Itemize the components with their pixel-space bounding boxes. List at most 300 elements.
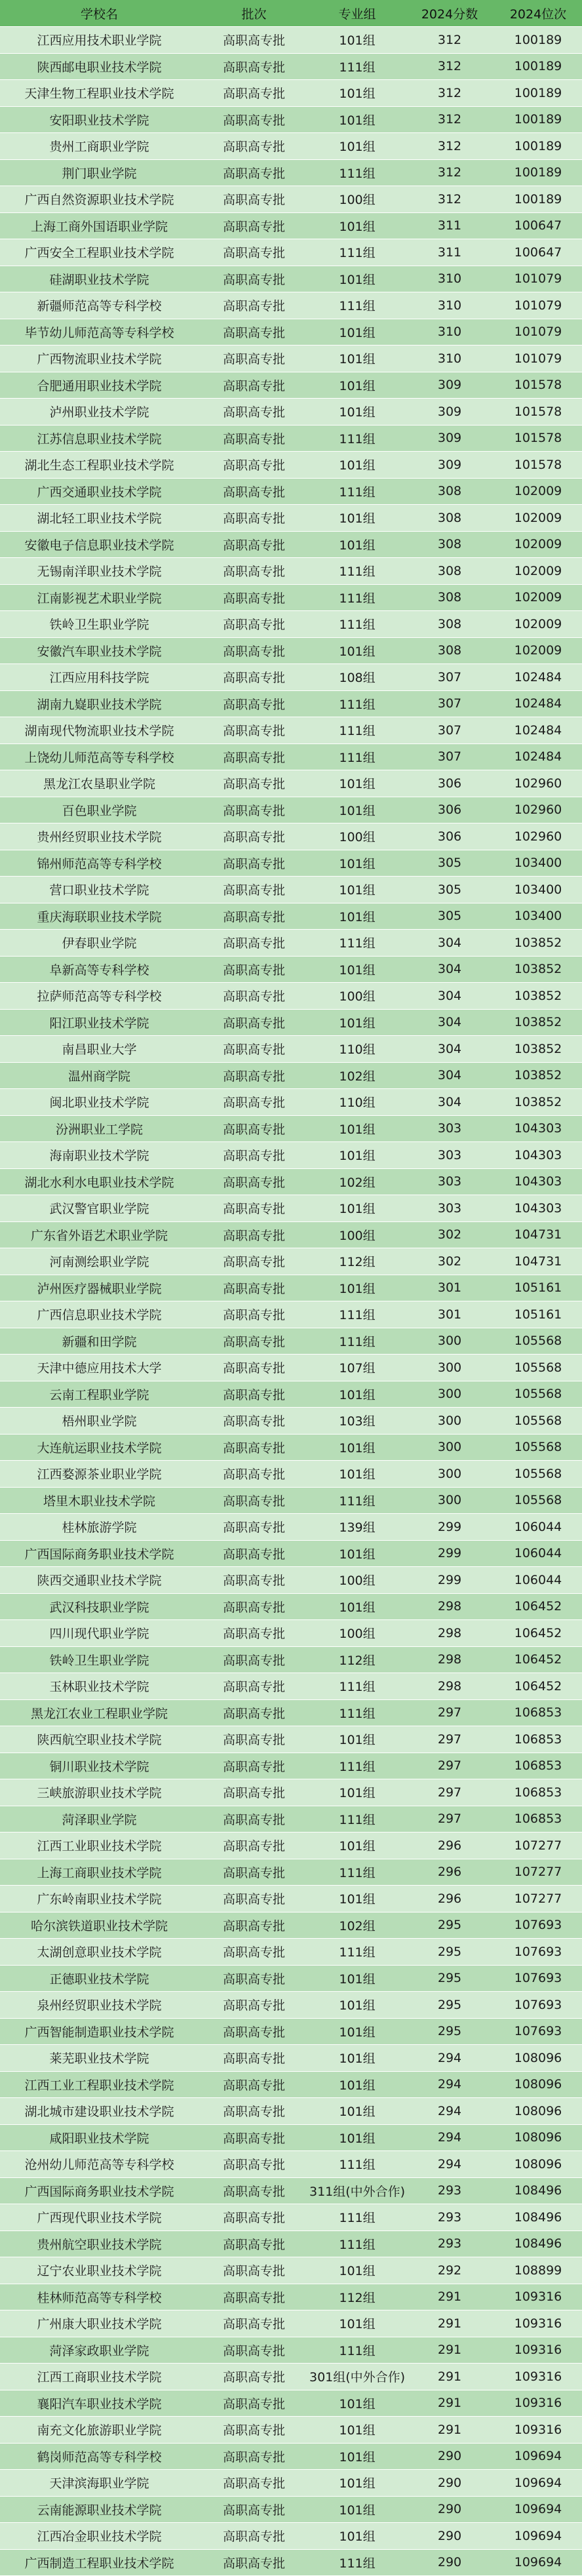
cell-batch: 高职高专批 <box>199 664 309 691</box>
table-row <box>0 2337 582 2364</box>
cell-rank: 100189 <box>494 133 582 160</box>
header-school-name: 学校名 <box>0 0 199 27</box>
cell-major-group: 111组 <box>309 425 405 452</box>
cell-major-group: 112组 <box>309 1248 405 1275</box>
cell-rank: 109316 <box>494 2310 582 2337</box>
table-row <box>0 53 582 80</box>
cell-rank: 102960 <box>494 797 582 823</box>
cell-score: 310 <box>405 319 494 346</box>
cell-batch: 高职高专批 <box>199 1328 309 1355</box>
cell-major-group: 101组 <box>309 2257 405 2284</box>
cell-rank: 100189 <box>494 106 582 133</box>
cell-major-group: 111组 <box>309 239 405 266</box>
cell-school-name: 广西信息职业技术学院 <box>0 1301 199 1328</box>
cell-score: 297 <box>405 1779 494 1806</box>
cell-batch: 高职高专批 <box>199 2204 309 2231</box>
cell-batch: 高职高专批 <box>199 1142 309 1169</box>
cell-score: 310 <box>405 292 494 319</box>
cell-school-name: 铁岭卫生职业学院 <box>0 1646 199 1673</box>
cell-batch: 高职高专批 <box>199 1726 309 1753</box>
cell-score: 290 <box>405 2523 494 2550</box>
cell-major-group: 110组 <box>309 1089 405 1116</box>
cell-rank: 105568 <box>494 1487 582 1514</box>
cell-score: 298 <box>405 1646 494 1673</box>
cell-rank: 103852 <box>494 956 582 983</box>
cell-major-group: 111组 <box>309 1673 405 1700</box>
cell-batch: 高职高专批 <box>199 505 309 532</box>
table-row <box>0 797 582 823</box>
cell-score: 302 <box>405 1248 494 1275</box>
cell-score: 308 <box>405 478 494 505</box>
cell-batch: 高职高专批 <box>199 186 309 213</box>
cell-rank: 107693 <box>494 1939 582 1966</box>
cell-rank: 102009 <box>494 637 582 664</box>
cell-rank: 104303 <box>494 1168 582 1195</box>
cell-school-name: 云南能源职业技术学院 <box>0 2496 199 2523</box>
cell-batch: 高职高专批 <box>199 1753 309 1779</box>
cell-batch: 高职高专批 <box>199 743 309 770</box>
cell-score: 297 <box>405 1753 494 1779</box>
cell-major-group: 111组 <box>309 2151 405 2178</box>
cell-batch: 高职高专批 <box>199 1833 309 1859</box>
cell-rank: 108096 <box>494 2124 582 2151</box>
cell-batch: 高职高专批 <box>199 983 309 1010</box>
cell-school-name: 广东省外语艺术职业学院 <box>0 1221 199 1248</box>
cell-score: 305 <box>405 903 494 930</box>
cell-batch: 高职高专批 <box>199 1567 309 1594</box>
cell-rank: 107693 <box>494 1912 582 1939</box>
cell-rank: 100647 <box>494 239 582 266</box>
cell-batch: 高职高专批 <box>199 452 309 479</box>
cell-rank: 106853 <box>494 1779 582 1806</box>
table-row <box>0 1620 582 1647</box>
cell-score: 300 <box>405 1487 494 1514</box>
cell-major-group: 101组 <box>309 1726 405 1753</box>
cell-school-name: 安阳职业技术学院 <box>0 106 199 133</box>
cell-school-name: 新疆师范高等专科学校 <box>0 292 199 319</box>
cell-rank: 108096 <box>494 2151 582 2178</box>
cell-score: 306 <box>405 770 494 797</box>
cell-score: 309 <box>405 372 494 399</box>
table-row <box>0 2124 582 2151</box>
cell-major-group: 301组(中外合作) <box>309 2364 405 2390</box>
cell-school-name: 江南影视艺术职业学院 <box>0 584 199 611</box>
cell-school-name: 广西现代职业技术学院 <box>0 2204 199 2231</box>
cell-major-group: 111组 <box>309 1859 405 1886</box>
cell-rank: 107693 <box>494 2018 582 2045</box>
table-row <box>0 80 582 107</box>
cell-major-group: 311组(中外合作) <box>309 2177 405 2204</box>
cell-rank: 104303 <box>494 1115 582 1142</box>
cell-major-group: 101组 <box>309 1142 405 1169</box>
cell-major-group: 101组 <box>309 2045 405 2072</box>
cell-school-name: 上海工商外国语职业学院 <box>0 212 199 239</box>
cell-major-group: 101组 <box>309 1115 405 1142</box>
table-row <box>0 1408 582 1435</box>
cell-major-group: 111组 <box>309 2549 405 2576</box>
table-row <box>0 1089 582 1116</box>
cell-school-name: 辽宁农业职业技术学院 <box>0 2257 199 2284</box>
cell-rank: 103400 <box>494 903 582 930</box>
cell-rank: 102009 <box>494 558 582 585</box>
cell-school-name: 广东岭南职业技术学院 <box>0 1886 199 1912</box>
cell-rank: 103852 <box>494 983 582 1010</box>
table-row <box>0 1275 582 1301</box>
cell-major-group: 111组 <box>309 1939 405 1966</box>
cell-batch: 高职高专批 <box>199 531 309 558</box>
cell-score: 293 <box>405 2177 494 2204</box>
cell-rank: 102009 <box>494 531 582 558</box>
cell-batch: 高职高专批 <box>199 1036 309 1063</box>
table-row <box>0 1248 582 1275</box>
cell-score: 300 <box>405 1381 494 1408</box>
cell-score: 309 <box>405 399 494 426</box>
cell-major-group: 101组 <box>309 850 405 877</box>
cell-batch: 高职高专批 <box>199 1434 309 1461</box>
table-row <box>0 1992 582 2019</box>
cell-batch: 高职高专批 <box>199 850 309 877</box>
cell-score: 301 <box>405 1301 494 1328</box>
cell-batch: 高职高专批 <box>199 2523 309 2550</box>
cell-rank: 100189 <box>494 53 582 80</box>
cell-rank: 105568 <box>494 1461 582 1488</box>
cell-score: 294 <box>405 2071 494 2098</box>
cell-score: 312 <box>405 106 494 133</box>
header-row <box>0 0 582 27</box>
cell-major-group: 111组 <box>309 478 405 505</box>
cell-batch: 高职高专批 <box>199 1408 309 1435</box>
table-row <box>0 2257 582 2284</box>
cell-major-group: 101组 <box>309 2098 405 2125</box>
cell-major-group: 111组 <box>309 1328 405 1355</box>
table-row <box>0 2284 582 2310</box>
cell-score: 306 <box>405 797 494 823</box>
cell-major-group: 101组 <box>309 1009 405 1036</box>
cell-batch: 高职高专批 <box>199 319 309 346</box>
cell-rank: 102484 <box>494 664 582 691</box>
cell-batch: 高职高专批 <box>199 27 309 54</box>
cell-rank: 107693 <box>494 1992 582 2019</box>
cell-batch: 高职高专批 <box>199 1195 309 1222</box>
cell-score: 293 <box>405 2204 494 2231</box>
cell-rank: 104731 <box>494 1221 582 1248</box>
cell-school-name: 塔里木职业技术学院 <box>0 1487 199 1514</box>
cell-major-group: 111组 <box>309 584 405 611</box>
cell-school-name: 安徽汽车职业技术学院 <box>0 637 199 664</box>
cell-school-name: 荆门职业学院 <box>0 159 199 186</box>
table-row <box>0 478 582 505</box>
table-row <box>0 2496 582 2523</box>
cell-rank: 103852 <box>494 1036 582 1063</box>
cell-score: 296 <box>405 1886 494 1912</box>
cell-rank: 100189 <box>494 27 582 54</box>
cell-school-name: 天津滨海职业学院 <box>0 2470 199 2497</box>
cell-score: 290 <box>405 2549 494 2576</box>
cell-school-name: 广西国际商务职业技术学院 <box>0 2177 199 2204</box>
cell-school-name: 广西智能制造职业技术学院 <box>0 2018 199 2045</box>
cell-major-group: 101组 <box>309 1992 405 2019</box>
table-row <box>0 2177 582 2204</box>
cell-school-name: 江苏信息职业技术学院 <box>0 425 199 452</box>
cell-major-group: 101组 <box>309 797 405 823</box>
cell-school-name: 铁岭卫生职业学院 <box>0 611 199 638</box>
cell-major-group: 111组 <box>309 717 405 744</box>
table-row <box>0 319 582 346</box>
cell-major-group: 101组 <box>309 1434 405 1461</box>
cell-school-name: 广西安全工程职业技术学院 <box>0 239 199 266</box>
cell-school-name: 南昌职业大学 <box>0 1036 199 1063</box>
cell-score: 303 <box>405 1115 494 1142</box>
cell-batch: 高职高专批 <box>199 1062 309 1089</box>
table-row <box>0 1381 582 1408</box>
cell-school-name: 玉林职业技术学院 <box>0 1673 199 1700</box>
header-rank-2024: 2024位次 <box>494 0 582 27</box>
cell-school-name: 广西国际商务职业技术学院 <box>0 1540 199 1567</box>
cell-batch: 高职高专批 <box>199 1514 309 1541</box>
cell-batch: 高职高专批 <box>199 1939 309 1966</box>
cell-score: 308 <box>405 611 494 638</box>
cell-batch: 高职高专批 <box>199 1089 309 1116</box>
cell-rank: 109316 <box>494 2337 582 2364</box>
cell-batch: 高职高专批 <box>199 1248 309 1275</box>
table-row <box>0 27 582 54</box>
cell-major-group: 101组 <box>309 133 405 160</box>
cell-score: 309 <box>405 452 494 479</box>
cell-batch: 高职高专批 <box>199 425 309 452</box>
cell-rank: 109694 <box>494 2496 582 2523</box>
table-row <box>0 983 582 1010</box>
cell-rank: 108496 <box>494 2177 582 2204</box>
cell-rank: 100189 <box>494 186 582 213</box>
table-row <box>0 2470 582 2497</box>
cell-rank: 105568 <box>494 1328 582 1355</box>
table-row <box>0 505 582 532</box>
cell-rank: 102009 <box>494 478 582 505</box>
cell-school-name: 湖北轻工职业技术学院 <box>0 505 199 532</box>
cell-school-name: 贵州经贸职业技术学院 <box>0 823 199 850</box>
table-row <box>0 1434 582 1461</box>
cell-rank: 101578 <box>494 399 582 426</box>
cell-rank: 103400 <box>494 850 582 877</box>
cell-school-name: 咸阳职业技术学院 <box>0 2124 199 2151</box>
cell-major-group: 101组 <box>309 2124 405 2151</box>
cell-batch: 高职高专批 <box>199 2177 309 2204</box>
cell-batch: 高职高专批 <box>199 2071 309 2098</box>
cell-batch: 高职高专批 <box>199 53 309 80</box>
cell-score: 310 <box>405 346 494 372</box>
cell-rank: 105568 <box>494 1381 582 1408</box>
header-score-2024: 2024分数 <box>405 0 494 27</box>
table-row <box>0 584 582 611</box>
cell-score: 307 <box>405 664 494 691</box>
cell-batch: 高职高专批 <box>199 2045 309 2072</box>
cell-major-group: 101组 <box>309 505 405 532</box>
table-row <box>0 372 582 399</box>
cell-major-group: 111组 <box>309 53 405 80</box>
cell-school-name: 鹤岗师范高等专科学校 <box>0 2443 199 2470</box>
cell-major-group: 101组 <box>309 1540 405 1567</box>
cell-score: 311 <box>405 212 494 239</box>
cell-score: 291 <box>405 2310 494 2337</box>
cell-school-name: 沧州幼儿师范高等专科学校 <box>0 2151 199 2178</box>
cell-rank: 106452 <box>494 1673 582 1700</box>
cell-major-group: 100组 <box>309 186 405 213</box>
cell-rank: 109694 <box>494 2443 582 2470</box>
cell-rank: 108496 <box>494 2204 582 2231</box>
table-row <box>0 1540 582 1567</box>
cell-school-name: 江西应用技术职业学院 <box>0 27 199 54</box>
table-row <box>0 1009 582 1036</box>
cell-major-group: 101组 <box>309 956 405 983</box>
cell-rank: 105568 <box>494 1434 582 1461</box>
table-row <box>0 690 582 717</box>
table-row <box>0 1221 582 1248</box>
cell-score: 299 <box>405 1540 494 1567</box>
cell-school-name: 哈尔滨铁道职业技术学院 <box>0 1912 199 1939</box>
table-row <box>0 452 582 479</box>
cell-score: 298 <box>405 1593 494 1620</box>
cell-major-group: 101组 <box>309 2390 405 2417</box>
cell-rank: 103852 <box>494 1062 582 1089</box>
table-row <box>0 717 582 744</box>
table-row <box>0 346 582 372</box>
cell-school-name: 陕西航空职业技术学院 <box>0 1726 199 1753</box>
cell-rank: 106853 <box>494 1699 582 1726</box>
cell-school-name: 陕西交通职业技术学院 <box>0 1567 199 1594</box>
cell-batch: 高职高专批 <box>199 1992 309 2019</box>
cell-rank: 102484 <box>494 690 582 717</box>
cell-batch: 高职高专批 <box>199 1673 309 1700</box>
cell-batch: 高职高专批 <box>199 690 309 717</box>
cell-score: 305 <box>405 877 494 903</box>
table-row <box>0 1567 582 1594</box>
cell-major-group: 101组 <box>309 27 405 54</box>
cell-school-name: 菏泽家政职业学院 <box>0 2337 199 2364</box>
cell-school-name: 襄阳汽车职业技术学院 <box>0 2390 199 2417</box>
table-row <box>0 399 582 426</box>
table-row <box>0 2390 582 2417</box>
cell-major-group: 101组 <box>309 346 405 372</box>
cell-score: 294 <box>405 2045 494 2072</box>
cell-major-group: 111组 <box>309 1806 405 1833</box>
cell-school-name: 江西工业职业技术学院 <box>0 1833 199 1859</box>
cell-score: 312 <box>405 53 494 80</box>
cell-rank: 101079 <box>494 319 582 346</box>
cell-school-name: 正德职业技术学院 <box>0 1965 199 1992</box>
cell-batch: 高职高专批 <box>199 133 309 160</box>
cell-major-group: 112组 <box>309 2284 405 2310</box>
cell-major-group: 101组 <box>309 1461 405 1488</box>
table-row <box>0 743 582 770</box>
cell-school-name: 湖北城市建设职业技术学院 <box>0 2098 199 2125</box>
cell-score: 310 <box>405 266 494 292</box>
table-row <box>0 2098 582 2125</box>
cell-major-group: 111组 <box>309 930 405 957</box>
cell-score: 305 <box>405 850 494 877</box>
cell-score: 297 <box>405 1699 494 1726</box>
table-row <box>0 1195 582 1222</box>
cell-batch: 高职高专批 <box>199 2390 309 2417</box>
cell-major-group: 101组 <box>309 903 405 930</box>
cell-rank: 101079 <box>494 266 582 292</box>
cell-school-name: 合肥通用职业技术学院 <box>0 372 199 399</box>
cell-score: 307 <box>405 717 494 744</box>
cell-score: 296 <box>405 1859 494 1886</box>
cell-major-group: 101组 <box>309 452 405 479</box>
cell-school-name: 温州商学院 <box>0 1062 199 1089</box>
table-body <box>0 27 582 2576</box>
cell-batch: 高职高专批 <box>199 2364 309 2390</box>
cell-rank: 107277 <box>494 1859 582 1886</box>
table-row <box>0 159 582 186</box>
cell-score: 312 <box>405 133 494 160</box>
table-row <box>0 1833 582 1859</box>
cell-score: 295 <box>405 1965 494 1992</box>
cell-batch: 高职高专批 <box>199 1461 309 1488</box>
cell-school-name: 贵州航空职业技术学院 <box>0 2230 199 2257</box>
cell-major-group: 101组 <box>309 2523 405 2550</box>
cell-batch: 高职高专批 <box>199 956 309 983</box>
cell-score: 294 <box>405 2098 494 2125</box>
cell-batch: 高职高专批 <box>199 1540 309 1567</box>
cell-major-group: 102组 <box>309 1912 405 1939</box>
cell-batch: 高职高专批 <box>199 1009 309 1036</box>
cell-rank: 108096 <box>494 2045 582 2072</box>
cell-score: 304 <box>405 1062 494 1089</box>
cell-major-group: 111组 <box>309 1487 405 1514</box>
cell-batch: 高职高专批 <box>199 2124 309 2151</box>
table-row <box>0 2310 582 2337</box>
cell-score: 302 <box>405 1221 494 1248</box>
table-row <box>0 266 582 292</box>
cell-score: 300 <box>405 1408 494 1435</box>
table-row <box>0 2523 582 2550</box>
cell-batch: 高职高专批 <box>199 2018 309 2045</box>
cell-rank: 102960 <box>494 770 582 797</box>
table-row <box>0 2549 582 2576</box>
cell-school-name: 广西交通职业技术学院 <box>0 478 199 505</box>
cell-batch: 高职高专批 <box>199 2257 309 2284</box>
cell-school-name: 广西制造工程职业技术学院 <box>0 2549 199 2576</box>
cell-rank: 102960 <box>494 823 582 850</box>
cell-rank: 103852 <box>494 1009 582 1036</box>
cell-major-group: 111组 <box>309 2337 405 2364</box>
cell-rank: 109694 <box>494 2549 582 2576</box>
cell-major-group: 107组 <box>309 1355 405 1381</box>
cell-rank: 106452 <box>494 1620 582 1647</box>
cell-batch: 高职高专批 <box>199 558 309 585</box>
cell-batch: 高职高专批 <box>199 1355 309 1381</box>
cell-score: 294 <box>405 2124 494 2151</box>
cell-batch: 高职高专批 <box>199 797 309 823</box>
cell-batch: 高职高专批 <box>199 2337 309 2364</box>
cell-school-name: 泸州医疗器械职业学院 <box>0 1275 199 1301</box>
cell-score: 309 <box>405 425 494 452</box>
cell-rank: 106044 <box>494 1514 582 1541</box>
table-row <box>0 2151 582 2178</box>
cell-score: 307 <box>405 743 494 770</box>
header-major-group: 专业组 <box>309 0 405 27</box>
table-row <box>0 186 582 213</box>
cell-rank: 107693 <box>494 1965 582 1992</box>
cell-major-group: 101组 <box>309 80 405 107</box>
cell-score: 304 <box>405 956 494 983</box>
table-row <box>0 823 582 850</box>
cell-school-name: 贵州工商职业学院 <box>0 133 199 160</box>
cell-school-name: 天津中德应用技术大学 <box>0 1355 199 1381</box>
cell-score: 311 <box>405 239 494 266</box>
cell-major-group: 111组 <box>309 292 405 319</box>
